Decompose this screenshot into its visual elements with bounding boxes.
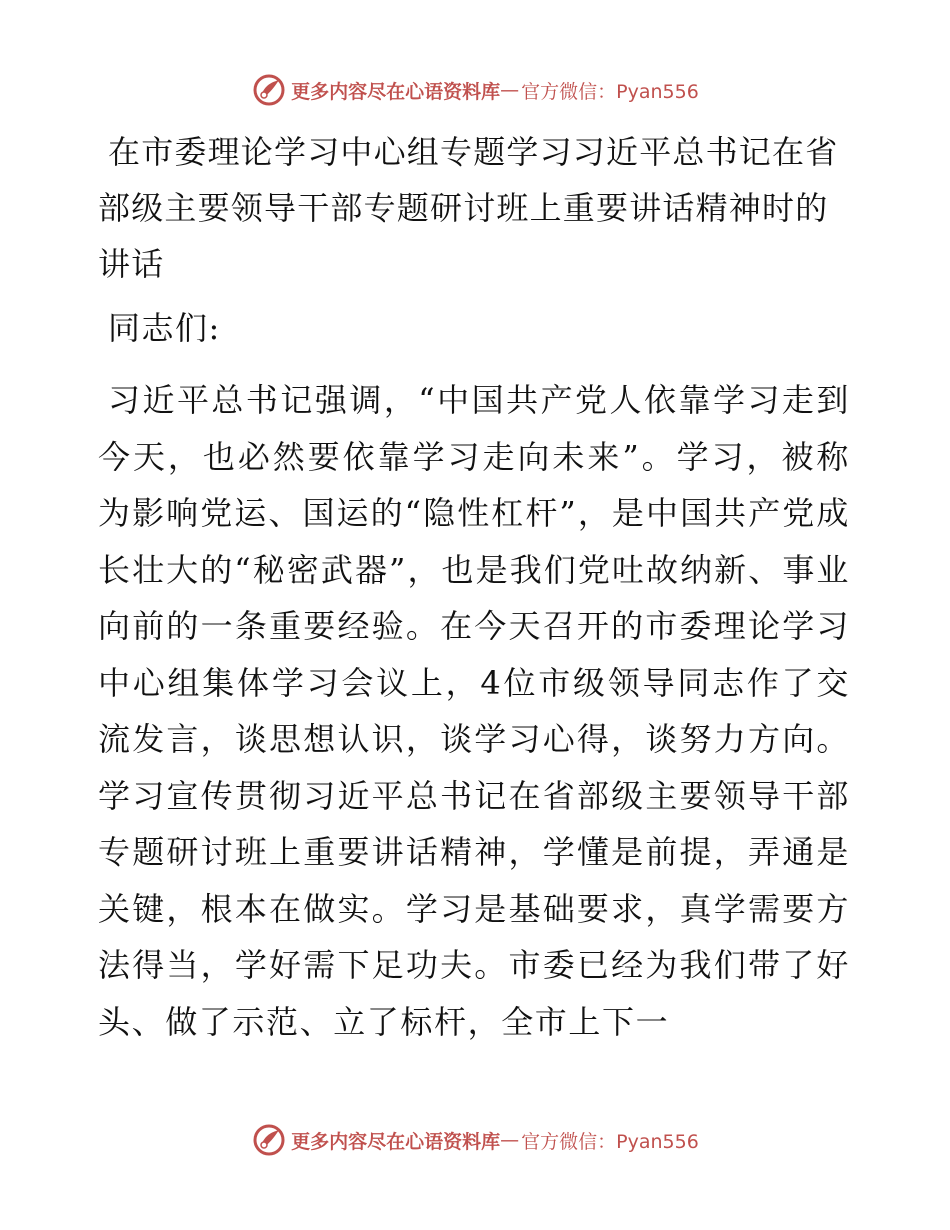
- banner-wechat: 官方微信：Pyan556: [521, 1130, 699, 1153]
- greeting: 同志们:: [108, 309, 221, 347]
- banner-wechat: 官方微信：Pyan556: [521, 80, 699, 103]
- logo-icon: [251, 1122, 287, 1158]
- banner-dash: —: [500, 1129, 520, 1151]
- logo-icon: [251, 72, 287, 108]
- banner-text: 更多内容尽在心语资料库: [291, 1130, 501, 1153]
- document-body: [98, 124, 850, 1050]
- header-banner: [0, 70, 950, 110]
- banner-dash: —: [500, 79, 520, 101]
- body-paragraph: 习近平总书记强调，“中国共产党人依靠学习走到今天，也必然要依靠学习走向未来”。学习，被称为影响党运、国运的“隐性杠杆”，是中国共产党成长壮大的“秘密武器”，也是我们党吐故纳新、事业向前的一条重要经验。在今天召开的市委理论学习中心组集体学习会议上，4位市级领导同志作了交流发言，谈思想认识，谈学习心得，谈努力方向。学习宣传贯彻习近平总书记在省部级主要领导干部专题研讨班上重要讲话精神，学懂是前提，弄通是关键，根本在做实。学习是基础要求，真学需要方法得当，学好需下足功夫。市委已经为我们带了好头、做了示范、立了标杆，全市上下一: [98, 381, 850, 1041]
- document-title: 在市委理论学习中心组专题学习习近平总书记在省部级主要领导干部专题研讨班上重要讲话精神时的讲话: [98, 133, 839, 283]
- banner-text: 更多内容尽在心语资料库: [291, 80, 501, 103]
- footer-banner: [0, 1120, 950, 1160]
